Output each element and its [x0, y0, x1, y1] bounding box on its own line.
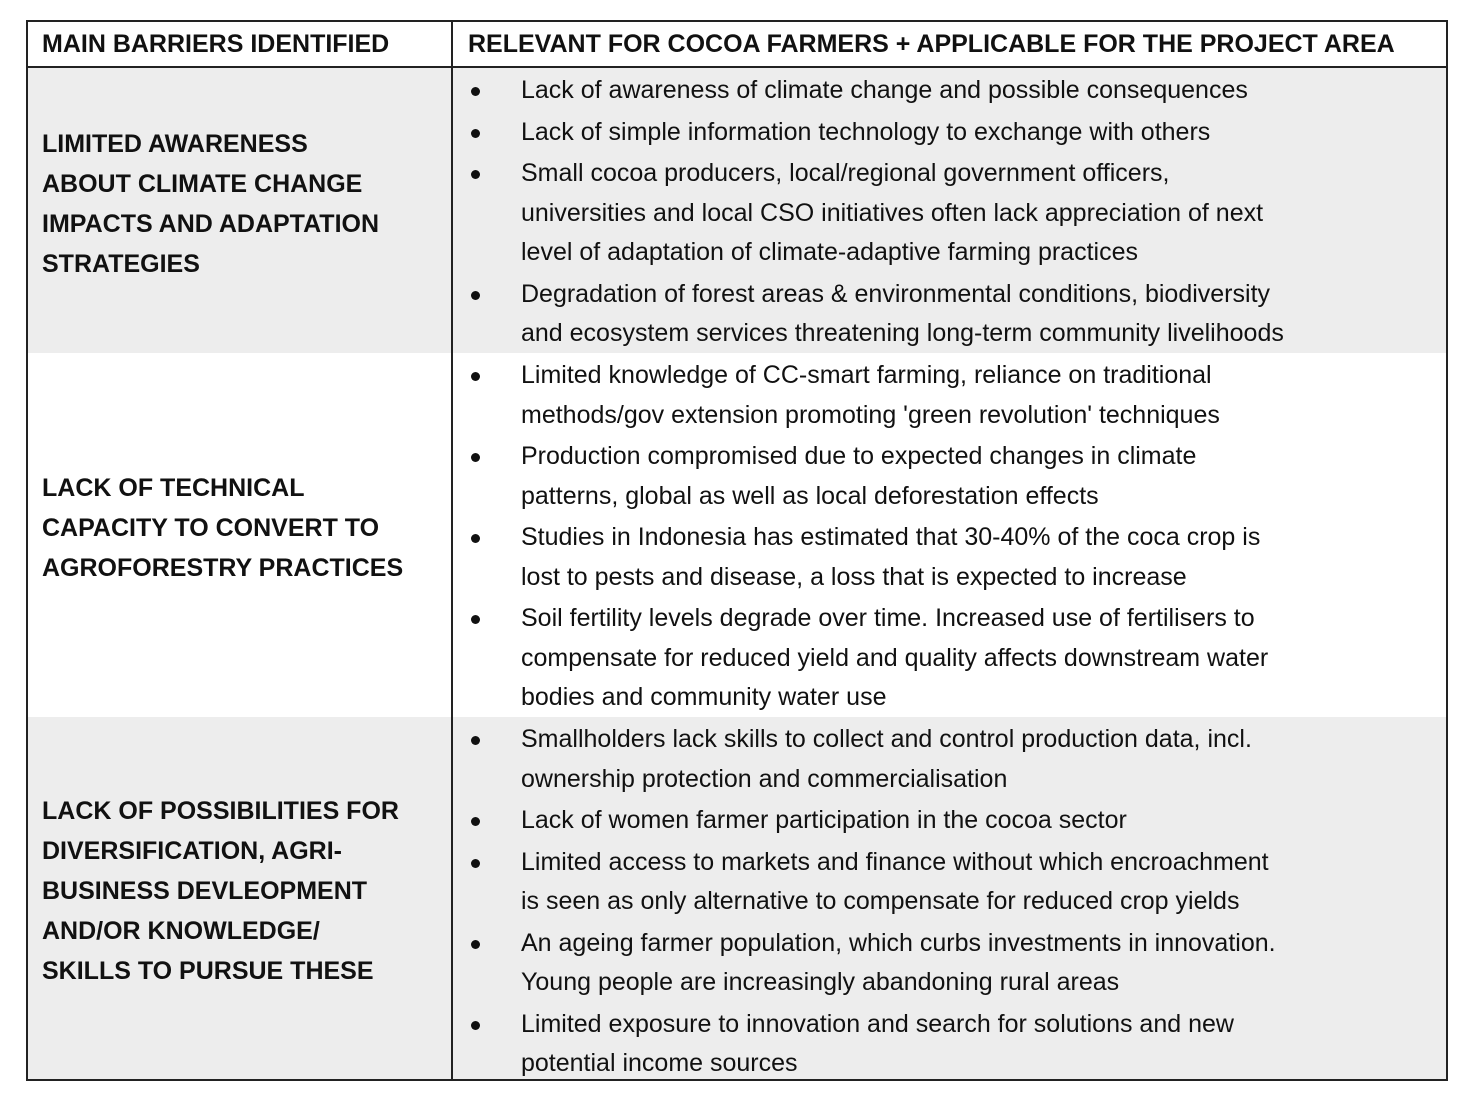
bullet-icon — [471, 87, 480, 96]
barrier-cell — [28, 353, 451, 717]
bullet-icon — [471, 129, 480, 138]
item-text: Production compromised due to expected changes in climate patterns, global as well as local deforestation effects — [521, 442, 1197, 510]
table-row — [28, 68, 1446, 353]
bullet-list — [453, 356, 1446, 718]
barrier-cell — [28, 68, 451, 353]
barrier-title: LIMITED AWARENESS ABOUT CLIMATE CHANGE IMPACTS AND ADAPTATION STRATEGIES — [42, 129, 380, 278]
list-item — [453, 154, 1446, 273]
bullet-icon — [471, 940, 480, 949]
barrier-cell — [28, 717, 451, 1079]
item-text: Lack of simple information technology to exchange with others — [521, 117, 1211, 146]
bullet-icon — [471, 615, 480, 624]
barriers-table — [26, 20, 1448, 1081]
list-item — [453, 843, 1446, 922]
column-divider — [451, 22, 453, 1079]
item-text: Lack of awareness of climate change and possible consequences — [521, 76, 1248, 104]
relevance-cell — [453, 68, 1446, 353]
list-item — [453, 1005, 1446, 1084]
bullet-list — [453, 71, 1446, 354]
header-relevance: RELEVANT FOR COCOA FARMERS + APPLICABLE FOR THE PROJECT AREA — [468, 30, 1395, 58]
barrier-title: LACK OF TECHNICAL CAPACITY TO CONVERT TO AGROFORESTRY PRACTICES — [42, 474, 404, 582]
bullet-icon — [471, 170, 480, 179]
list-item — [453, 356, 1446, 435]
list-item — [453, 275, 1446, 354]
header-barriers: MAIN BARRIERS IDENTIFIED — [42, 30, 390, 58]
list-item — [453, 437, 1446, 516]
bullet-icon — [471, 817, 480, 826]
bullet-icon — [471, 372, 480, 381]
bullet-icon — [471, 1021, 480, 1030]
bullet-icon — [471, 859, 480, 868]
bullet-icon — [471, 736, 480, 745]
bullet-icon — [471, 534, 480, 543]
bullet-icon — [471, 291, 480, 300]
list-item — [453, 113, 1446, 153]
item-text: An ageing farmer population, which curbs investments in innovation. Young people are increasingly abandoning rural areas — [521, 928, 1276, 996]
item-text: Limited knowledge of CC-smart farming, reliance on traditional methods/gov extension promoting 'green revolution' techniques — [521, 361, 1220, 429]
list-item — [453, 599, 1446, 718]
item-text: Limited exposure to innovation and search for solutions and new potential income sources — [521, 1009, 1234, 1077]
table-row — [28, 717, 1446, 1079]
list-item — [453, 801, 1446, 841]
list-item — [453, 71, 1446, 111]
table-row — [28, 353, 1446, 717]
item-text: Degradation of forest areas & environmental conditions, biodiversity and ecosystem services threatening long-term community livelihoods — [521, 279, 1284, 347]
item-text: Studies in Indonesia has estimated that 30-40% of the coca crop is lost to pests and disease, a loss that is expected to increase — [521, 523, 1261, 591]
item-text: Soil fertility levels degrade over time. Increased use of fertilisers to compensate for reduced yield and quality affects downstream water bodies and community water use — [521, 604, 1269, 711]
table-header — [28, 22, 1446, 68]
list-item — [453, 720, 1446, 799]
bullet-icon — [471, 453, 480, 462]
list-item — [453, 924, 1446, 1003]
list-item — [453, 518, 1446, 597]
item-text: Small cocoa producers, local/regional government officers, universities and local CSO initiatives often lack appreciation of next level of adaptation of climate-adaptive farming practices — [521, 159, 1264, 266]
item-text: Lack of women farmer participation in the cocoa sector — [521, 806, 1127, 834]
bullet-list — [453, 720, 1446, 1084]
item-text: Smallholders lack skills to collect and control production data, incl. ownership protection and commercialisation — [521, 725, 1252, 793]
barrier-title: LACK OF POSSIBILITIES FOR DIVERSIFICATION, AGRI- BUSINESS DEVLEOPMENT AND/OR KNOWLEDGE/ SKILLS TO PURSUE THESE — [42, 797, 399, 985]
relevance-cell — [453, 717, 1446, 1079]
item-text: Limited access to markets and finance without which encroachment is seen as only alternative to compensate for reduced crop yields — [521, 847, 1269, 915]
relevance-cell — [453, 353, 1446, 717]
